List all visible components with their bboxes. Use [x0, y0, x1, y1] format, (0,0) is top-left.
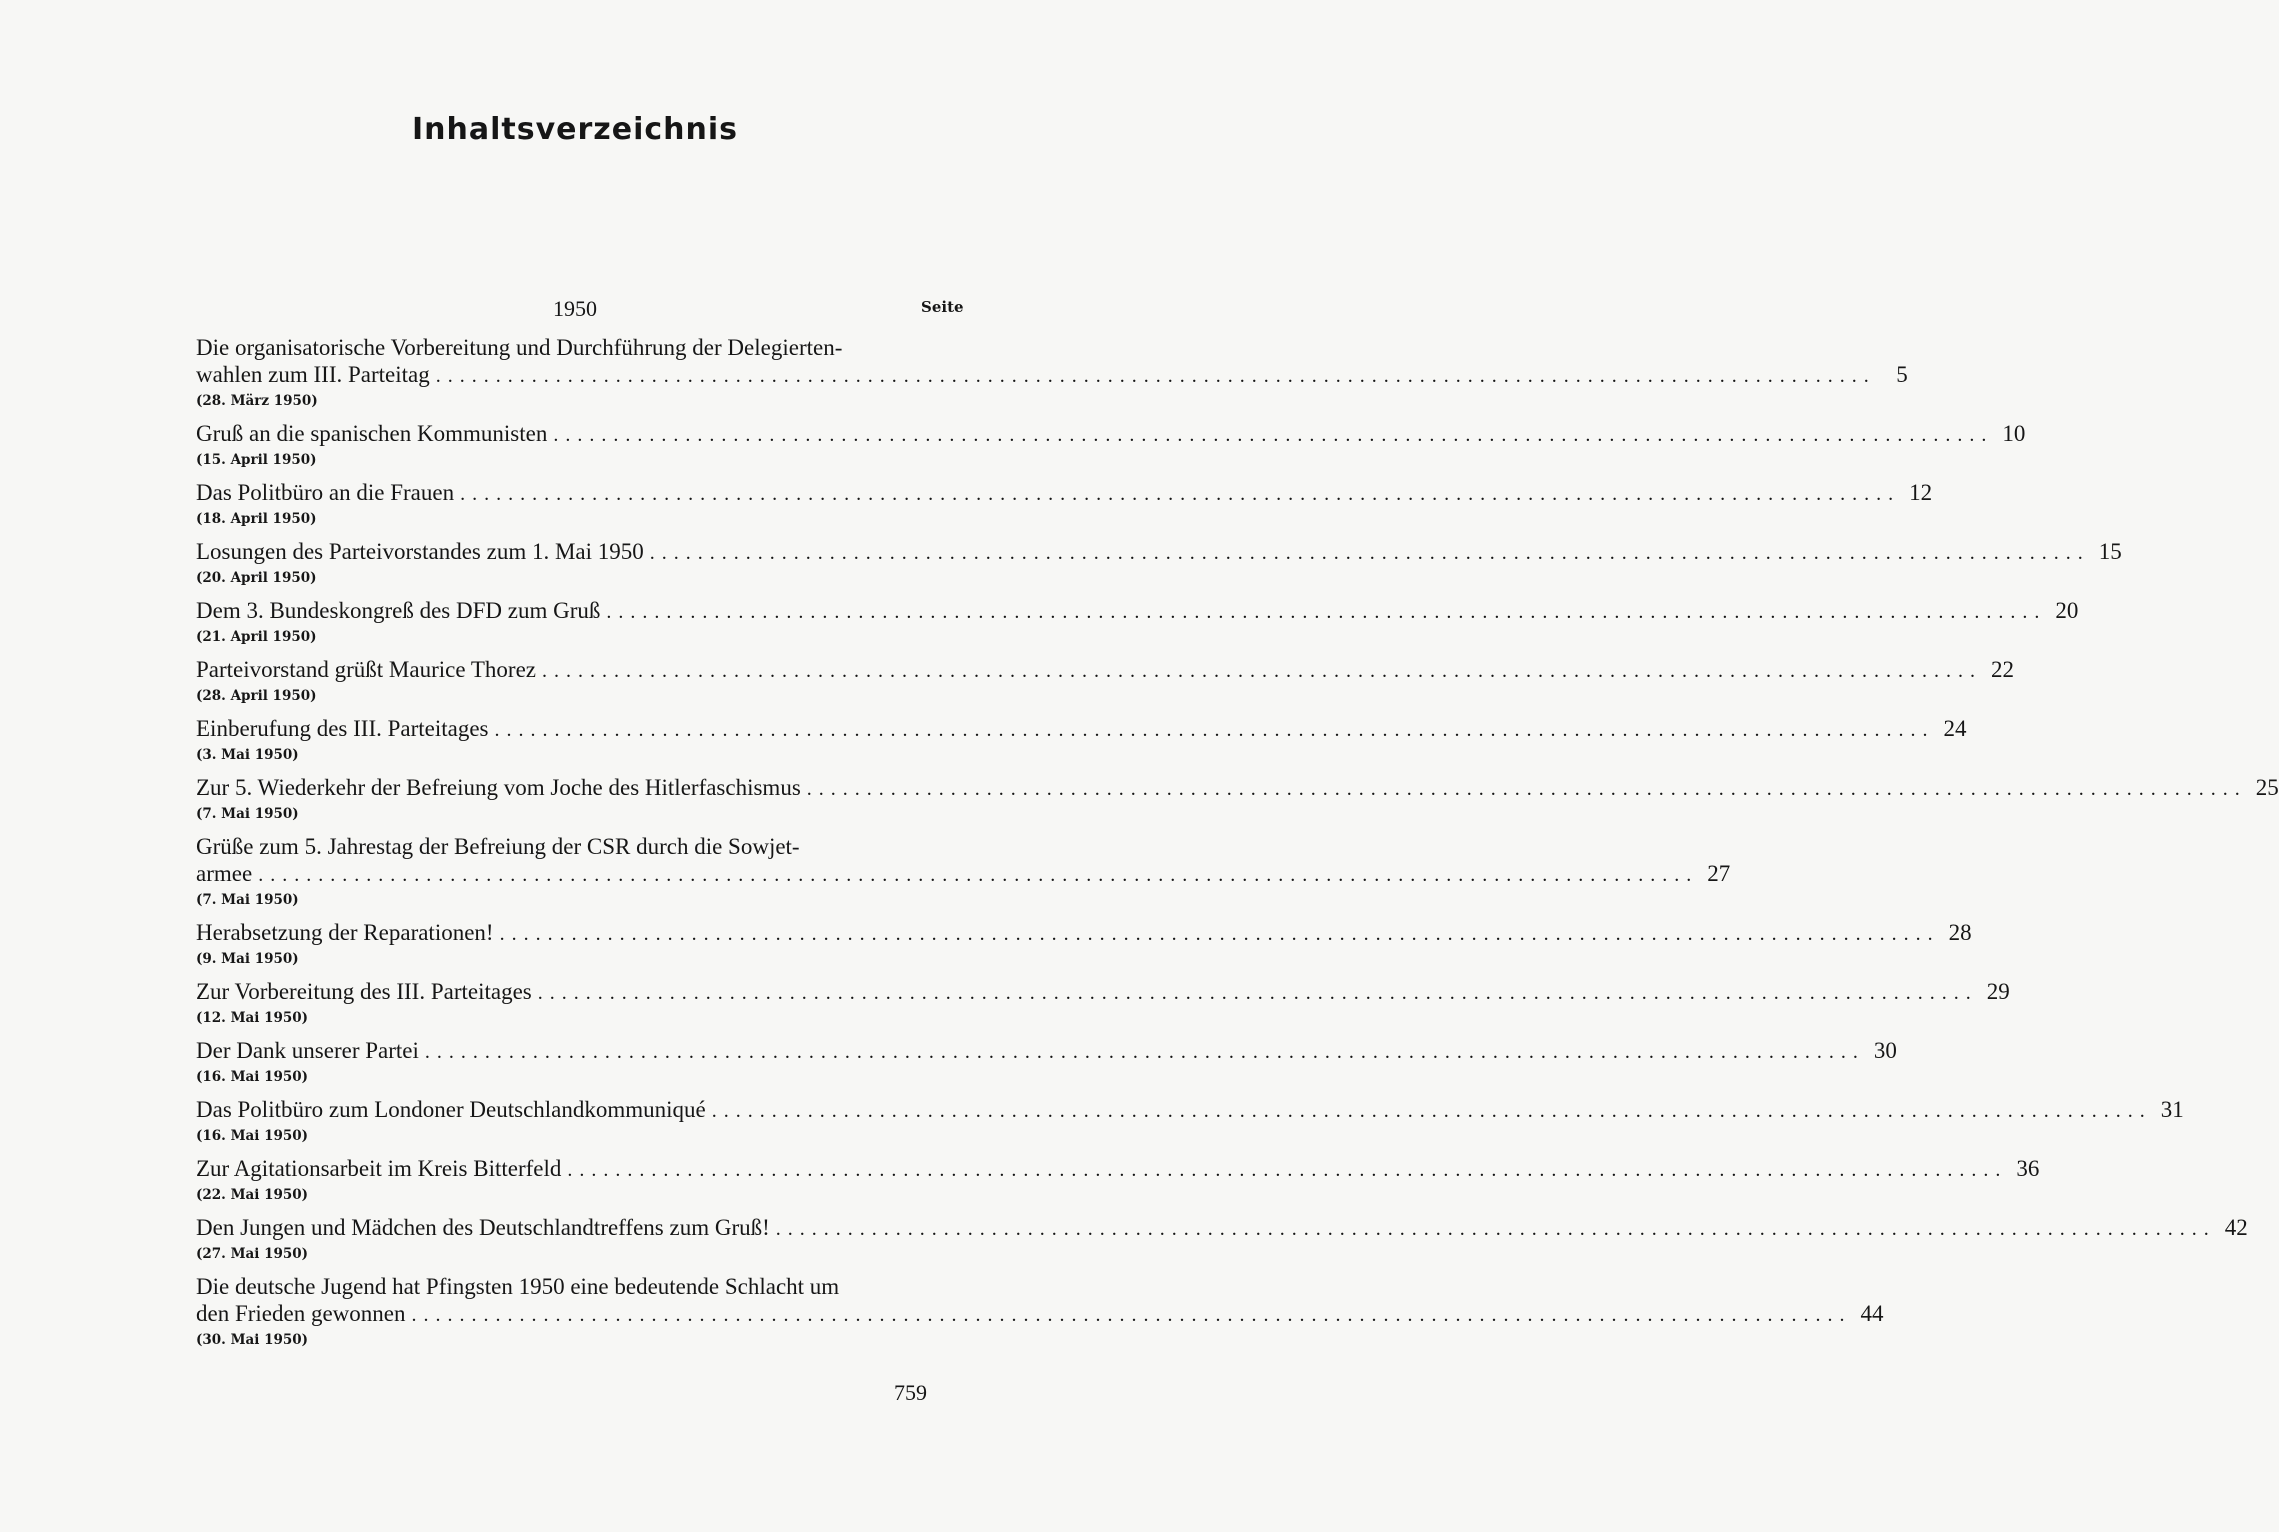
- entry-date: (28. April 1950): [196, 688, 317, 704]
- entry-title: Zur Vorbereitung des III. Parteitages: [196, 979, 532, 1004]
- entry-first-line: Die deutsche Jugend hat Pfingsten 1950 eine bedeutende Schlacht um: [196, 1274, 840, 1299]
- entry-date: (9. Mai 1950): [196, 951, 299, 967]
- entry-page: 28: [1948, 920, 1972, 945]
- entry-title: Herabsetzung der Reparationen!: [196, 920, 494, 945]
- entry-page: 29: [1986, 979, 2010, 1004]
- entry-title: Zur Agitationsarbeit im Kreis Bitterfeld: [196, 1156, 562, 1181]
- entry-date: (30. Mai 1950): [196, 1332, 309, 1348]
- dot-leader: ........................................................................................................................: [424, 1041, 1865, 1063]
- toc-entry: [196, 1155, 2040, 1206]
- entry-title: Den Jungen und Mädchen des Deutschlandtreffens zum Gruß!: [196, 1215, 770, 1240]
- entry-date: (27. Mai 1950): [196, 1246, 309, 1262]
- entry-date: (20. April 1950): [196, 570, 317, 586]
- toc-entry: [196, 1273, 1884, 1351]
- year-heading: 1950: [553, 296, 597, 321]
- entry-title: Losungen des Parteivorstandes zum 1. Mai 1950: [196, 539, 644, 564]
- entry-title: Dem 3. Bundeskongreß des DFD zum Gruß: [196, 598, 601, 623]
- entry-date: (21. April 1950): [196, 629, 317, 645]
- entry-page: 22: [1991, 657, 2014, 682]
- toc-entry: [196, 420, 2026, 471]
- entry-page: 12: [1909, 480, 1933, 505]
- toc-entry: [196, 774, 2279, 825]
- dot-leader: ........................................................................................................................: [258, 864, 1699, 886]
- entry-title: Der Dank unserer Partei: [196, 1038, 419, 1063]
- entry-date: (16. Mai 1950): [196, 1128, 309, 1144]
- entry-page: 44: [1860, 1301, 1884, 1326]
- entry-title: Parteivorstand grüßt Maurice Thorez: [196, 657, 536, 682]
- entry-first-line: Grüße zum 5. Jahrestag der Befreiung der CSR durch die Sowjet-: [196, 834, 800, 859]
- dot-leader: ........................................................................................................................: [460, 483, 1901, 505]
- page-number: 759: [894, 1380, 927, 1405]
- page-title: Inhaltsverzeichnis: [411, 112, 739, 147]
- dot-leader: ........................................................................................................................: [499, 923, 1940, 945]
- dot-leader: ........................................................................................................................: [537, 982, 1978, 1004]
- entry-title: Das Politbüro an die Frauen: [196, 480, 455, 505]
- toc-entry: [196, 1037, 1897, 1088]
- entry-page: 30: [1873, 1038, 1897, 1063]
- table-of-contents: [196, 334, 2279, 1359]
- dot-leader: ........................................................................................................................: [411, 1304, 1852, 1326]
- entry-date: (3. Mai 1950): [196, 747, 299, 763]
- toc-entry: [196, 1096, 2184, 1147]
- entry-date: (16. Mai 1950): [196, 1069, 309, 1085]
- dot-leader: ........................................................................................................................: [542, 660, 1982, 682]
- entry-page: 27: [1707, 861, 1731, 886]
- entry-date: (7. Mai 1950): [196, 892, 299, 908]
- entry-page: 5: [1896, 362, 1908, 387]
- entry-page: 10: [2002, 421, 2026, 446]
- entry-date: (7. Mai 1950): [196, 806, 299, 822]
- toc-entry: [196, 334, 1908, 412]
- entry-page: 24: [1943, 716, 1967, 741]
- entry-date: (12. Mai 1950): [196, 1010, 309, 1026]
- dot-leader: ........................................................................................................................: [649, 542, 2090, 564]
- entry-date: (22. Mai 1950): [196, 1187, 309, 1203]
- entry-page: 25: [2255, 775, 2279, 800]
- toc-entry: [196, 538, 2122, 589]
- entry-title: wahlen zum III. Parteitag: [196, 362, 430, 387]
- dot-leader: ........................................................................................................................: [711, 1100, 2152, 1122]
- toc-entry: [196, 479, 1933, 530]
- toc-entry: [196, 597, 2079, 648]
- entry-date: (15. April 1950): [196, 452, 317, 468]
- dot-leader: ........................................................................................................................: [606, 601, 2047, 623]
- dot-leader: ........................................................................................................................: [435, 365, 1876, 387]
- entry-page: 42: [2224, 1215, 2248, 1240]
- entry-page: 36: [2016, 1156, 2040, 1181]
- entry-title: Einberufung des III. Parteitages: [196, 716, 489, 741]
- entry-title: Zur 5. Wiederkehr der Befreiung vom Joche des Hitlerfaschismus: [196, 775, 801, 800]
- entry-page: 20: [2055, 598, 2079, 623]
- entry-date: (28. März 1950): [196, 393, 318, 409]
- entry-date: (18. April 1950): [196, 511, 317, 527]
- entry-title: den Frieden gewonnen: [196, 1301, 406, 1326]
- entry-first-line: Die organisatorische Vorbereitung und Durchführung der Delegierten-: [196, 335, 843, 360]
- toc-entry: [196, 978, 2010, 1029]
- entry-title: Gruß an die spanischen Kommunisten: [196, 421, 548, 446]
- toc-entry: [196, 919, 1972, 970]
- dot-leader: ........................................................................................................................: [494, 719, 1935, 741]
- entry-page: 31: [2160, 1097, 2184, 1122]
- dot-leader: ........................................................................................................................: [553, 424, 1994, 446]
- toc-entry: [196, 656, 2014, 707]
- entry-title: Das Politbüro zum Londoner Deutschlandkommuniqué: [196, 1097, 706, 1122]
- toc-entry: [196, 833, 1731, 911]
- dot-leader: ........................................................................................................................: [775, 1218, 2216, 1240]
- page-column-label: Seite: [921, 298, 964, 316]
- dot-leader: ........................................................................................................................: [567, 1159, 2008, 1181]
- toc-entry: [196, 1214, 2248, 1265]
- dot-leader: ........................................................................................................................: [806, 778, 2247, 800]
- toc-entry: [196, 715, 1967, 766]
- entry-title: armee: [196, 861, 253, 886]
- entry-page: 15: [2098, 539, 2122, 564]
